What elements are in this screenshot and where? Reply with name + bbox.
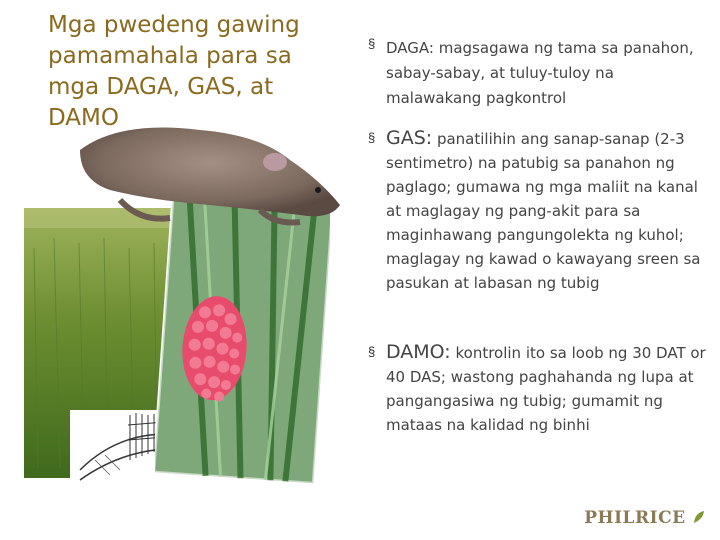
- slide-title: Mga pwedeng gawing pamamahala para sa mga DAGA, GAS, at DAMO: [48, 12, 300, 131]
- bullet-marker: §: [368, 36, 376, 51]
- bullet-gas: [368, 126, 708, 295]
- bullet-heading: DAGA:: [386, 39, 434, 57]
- bullet-body: magsagawa ng tama sa panahon, sabay-sabay, at tuluy-tuloy na malawakang pagkontrol: [386, 39, 694, 107]
- bullet-marker: §: [368, 130, 376, 145]
- philrice-logo: [584, 508, 706, 528]
- bullet-daga: [368, 36, 708, 111]
- bullet-text: [386, 340, 708, 437]
- bullet-heading: GAS:: [386, 127, 433, 149]
- bullet-body: panatilihin ang sanap-sanap (2-3 sentimetro) na patubig sa panahon ng paglago; gumawa ng mga maliit na kanal at maglagay ng pang-akit para sa maginhawang pangungolekta ng kuhol; maglagay ng kawad o kawayang sreen sa pasukan at labasan ng tubig: [386, 130, 701, 292]
- bullet-heading: DAMO:: [386, 341, 451, 363]
- snail-eggs-photo-icon: [155, 200, 330, 485]
- bullet-text: [386, 126, 708, 295]
- bullet-marker: §: [368, 344, 376, 359]
- bullet-text: [386, 36, 708, 111]
- bullet-body: kontrolin ito sa loob ng 30 DAT or 40 DAS; wastong paghahanda ng lupa at pangangasiwa ng tubig; gumamit ng mataas na kalidad ng binhi: [386, 344, 706, 434]
- philrice-leaf-icon: [692, 509, 706, 525]
- bullet-damo: [368, 340, 708, 437]
- logo-text: PHILRICE: [584, 508, 686, 528]
